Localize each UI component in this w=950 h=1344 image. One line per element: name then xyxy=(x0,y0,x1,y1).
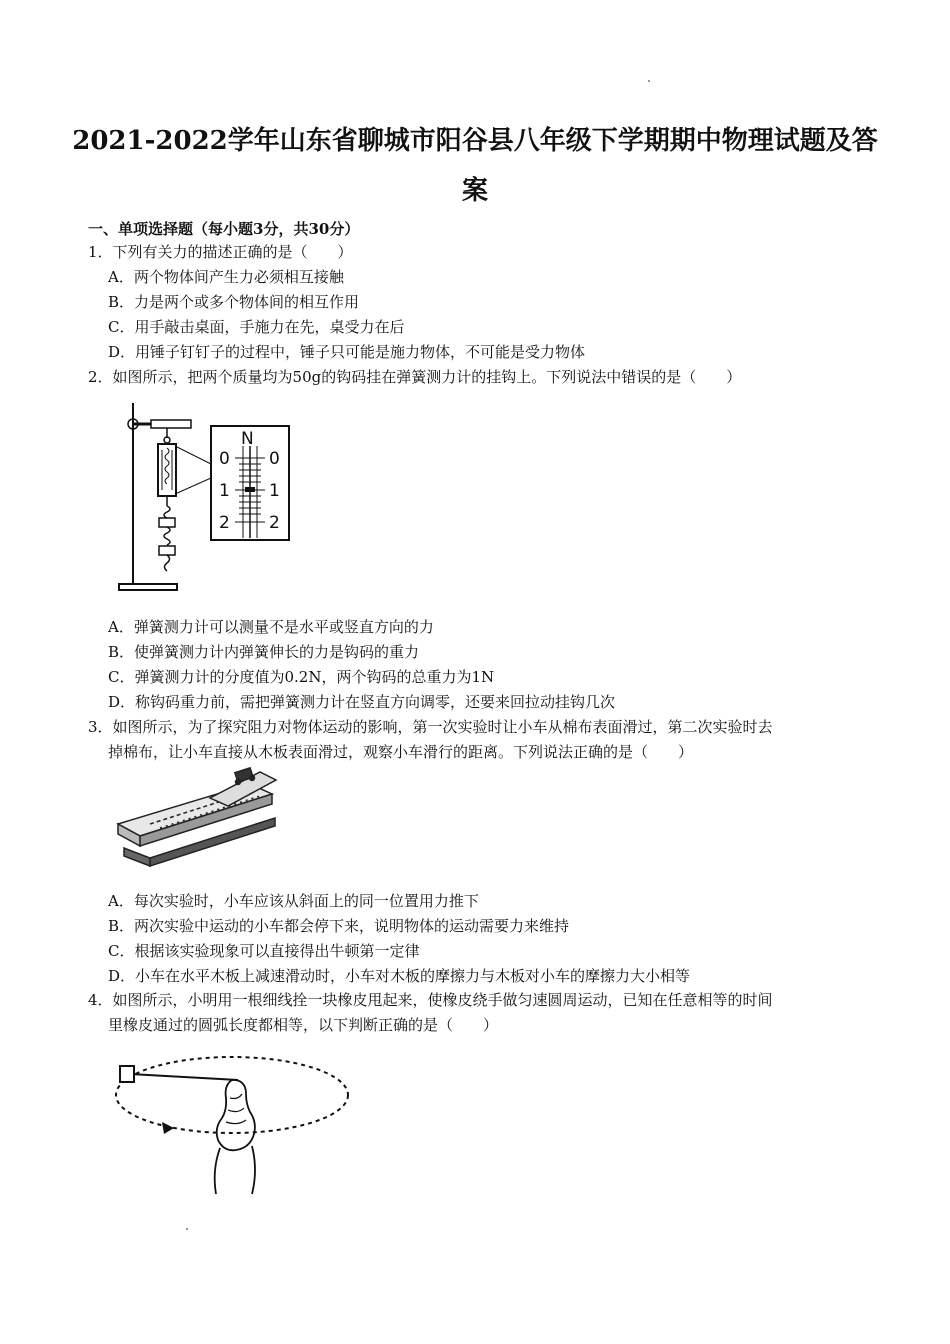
scale-unit-label: N xyxy=(241,429,254,449)
question-3-option-a: A．每次实验时，小车应该从斜面上的同一位置用力推下 xyxy=(108,892,479,910)
question-1-option-d: D．用锤子钉钉子的过程中，锤子只可能是施力物体，不可能是受力物体 xyxy=(108,343,586,361)
question-3-stem-line-2: 掉棉布，让小车直接从木板表面滑过，观察小车滑行的距离。下列说法正确的是（ ） xyxy=(108,743,694,761)
scale-tick-left-0: 0 xyxy=(219,449,230,469)
question-4-stem-line-1: 4．如图所示，小明用一根细线拴一块橡皮甩起来，使橡皮绕手做匀速圆周运动，已知在任意相等的时间 xyxy=(88,991,773,1009)
scale-tick-right-0: 0 xyxy=(269,449,280,469)
question-3-option-c: C．根据该实验现象可以直接得出牛顿第一定律 xyxy=(108,942,420,960)
scale-tick-left-1: 1 xyxy=(219,481,230,501)
question-2-stem: 2．如图所示，把两个质量均为50g的钩码挂在弹簧测力计的挂钩上。下列说法中错误的是（ ） xyxy=(88,368,742,386)
question-2-option-b: B．使弹簧测力计内弹簧伸长的力是钩码的重力 xyxy=(108,643,420,661)
question-3-stem-line-1: 3．如图所示，为了探究阻力对物体运动的影响，第一次实验时让小车从棉布表面滑过，第二次实验时去 xyxy=(88,718,773,736)
question-1-stem: 1．下列有关力的描述正确的是（ ） xyxy=(88,243,353,261)
section-heading: 一、单项选择题（每小题3分，共30分） xyxy=(88,220,360,238)
scan-speck xyxy=(186,1228,188,1230)
question-2-option-c: C．弹簧测力计的分度值为0.2N，两个钩码的总重力为1N xyxy=(108,668,495,686)
page-title-line-2: 案 xyxy=(461,176,488,206)
question-1-option-b: B．力是两个或多个物体间的相互作用 xyxy=(108,293,360,311)
question-2-option-a: A．弹簧测力计可以测量不是水平或竖直方向的力 xyxy=(108,618,434,636)
scale-tick-right-2: 2 xyxy=(269,513,280,533)
circular-motion-figure xyxy=(110,1040,355,1200)
question-4-stem-line-2: 里橡皮通过的圆弧长度都相等，以下判断正确的是（ ） xyxy=(108,1016,499,1034)
scan-speck xyxy=(648,80,650,82)
scale-tick-left-2: 2 xyxy=(219,513,230,533)
spring-scale-figure xyxy=(115,398,300,603)
scale-tick-right-1: 1 xyxy=(269,481,280,501)
question-2-option-d: D．称钩码重力前，需把弹簧测力计在竖直方向调零，还要来回拉动挂钩几次 xyxy=(108,693,616,711)
question-3-option-b: B．两次实验中运动的小车都会停下来，说明物体的运动需要力来维持 xyxy=(108,917,570,935)
page-title-line-1: 2021-2022学年山东省聊城市阳谷县八年级下学期期中物理试题及答 xyxy=(72,126,878,156)
question-1-option-c: C．用手敲击桌面，手施力在先，桌受力在后 xyxy=(108,318,405,336)
question-1-option-a: A．两个物体间产生力必须相互接触 xyxy=(108,268,344,286)
ramp-cart-figure xyxy=(110,766,280,876)
question-3-option-d: D．小车在水平木板上减速滑动时，小车对木板的摩擦力与木板对小车的摩擦力大小相等 xyxy=(108,967,691,985)
